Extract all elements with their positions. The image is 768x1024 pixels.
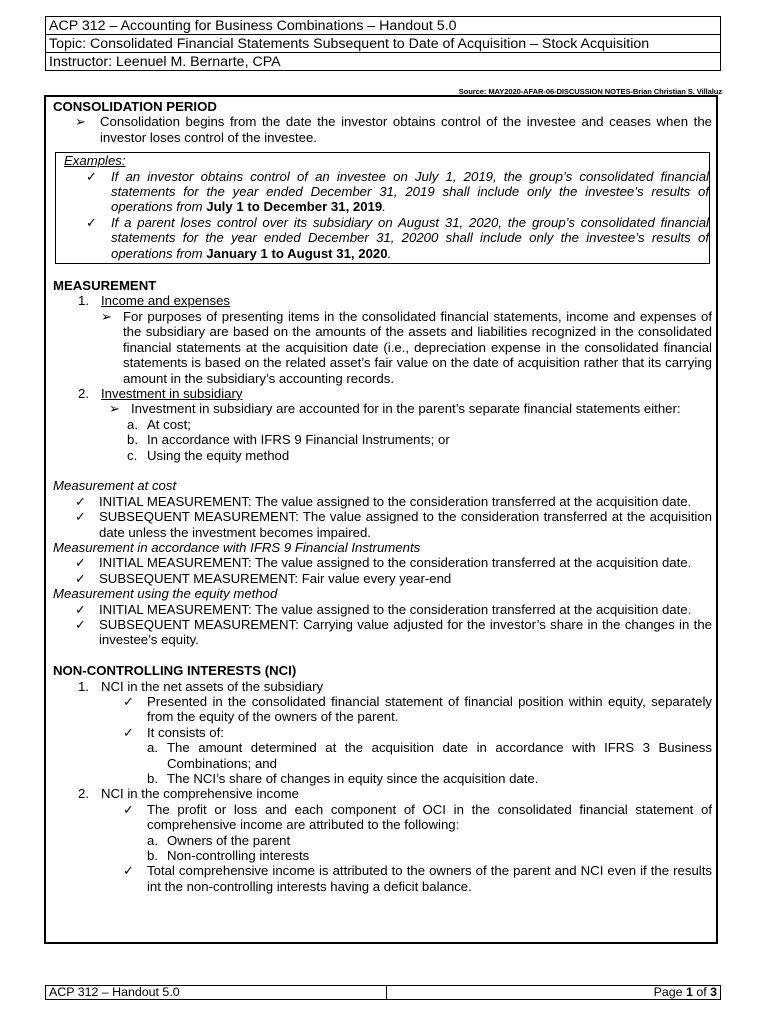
footer-course: ACP 312 – Handout 5.0 [46, 986, 387, 1000]
option-c: c. Using the equity method [127, 447, 290, 463]
page-number: Page 1 of 3 [387, 986, 721, 1000]
ifrs-subheading: Measurement in accordance with IFRS 9 Financial Instruments [53, 539, 421, 555]
examples-box [55, 152, 710, 264]
nci-item-2-attributed: ✓ The profit or loss and each component of OCI in the consolidated financial statement of comprehensive income are attributed to the following: [123, 801, 712, 833]
header-table [45, 16, 721, 71]
nci-item-2: 2. NCI in the comprehensive income [78, 786, 299, 802]
check-icon: ✓ [75, 601, 87, 617]
nci-item-1-b: b. The NCI’s share of changes in equity since the acquisition date. [147, 771, 539, 787]
ifrs-subsequent: ✓ SUBSEQUENT MEASUREMENT: Fair value every year-end [75, 570, 452, 586]
arrow-bullet-icon: ➢ [101, 308, 113, 324]
cost-subheading: Measurement at cost [53, 478, 177, 494]
nci-item-1-presented: ✓ Presented in the consolidated financial statement of financial position within equity, separately from the equity of the owners of the parent. [123, 694, 712, 725]
check-icon: ✓ [123, 724, 135, 740]
instructor-line: Instructor: Leenuel M. Bernarte, CPA [46, 53, 721, 71]
nci-item-1-consists: ✓ It consists of: [123, 724, 224, 740]
footer-table [45, 985, 721, 1000]
equity-subheading: Measurement using the equity method [53, 586, 278, 602]
example-2: ✓ If a parent loses control over its subsidiary on August 31, 2020, the group’s consolidated financial statements for the year ended December 31, 20200 shall include only the investee’s results of operations from January 1 to August 31, 2020. [86, 214, 709, 261]
nci-item-1-a: a. The amount determined at the acquisition date in accordance with IFRS 3 Business Combinations; and [147, 740, 712, 771]
option-b: b. In accordance with IFRS 9 Financial Instruments; or [127, 432, 450, 448]
ifrs-initial: ✓ INITIAL MEASUREMENT: The value assigned to the consideration transferred at the acquisition date. [75, 555, 692, 571]
nci-item-1: 1. NCI in the net assets of the subsidiary [78, 678, 324, 694]
topic-line: Topic: Consolidated Financial Statements Subsequent to Date of Acquisition – Stock Acquisition [46, 35, 721, 53]
source-note: Source: MAY2020-AFAR-06-DISCUSSION NOTES-Brian Christian S. Villaluz [458, 87, 722, 96]
arrow-bullet-icon: ➢ [109, 401, 121, 417]
check-icon: ✓ [75, 493, 87, 509]
cost-subsequent: ✓ SUBSEQUENT MEASUREMENT: The value assigned to the consideration transferred at the acquisition date unless the investment becomes impaired. [75, 509, 712, 540]
check-icon: ✓ [123, 694, 135, 709]
equity-initial: ✓ INITIAL MEASUREMENT: The value assigned to the consideration transferred at the acquisition date. [75, 601, 692, 617]
nci-item-2-b: b. Non-controlling interests [147, 848, 310, 864]
check-icon: ✓ [75, 509, 87, 525]
nci-item-2-total: ✓ Total comprehensive income is attributed to the owners of the parent and NCI even if the results int the non-controlling interests having a deficit balance. [123, 863, 712, 894]
cost-initial: ✓ INITIAL MEASUREMENT: The value assigned to the consideration transferred at the acquisition date. [75, 493, 692, 509]
content-box [44, 95, 718, 944]
measurement-heading: MEASUREMENT [53, 278, 157, 294]
example-1: ✓ If an investor obtains control of an investee on July 1, 2019, the group’s consolidated financial statements for the year ended December 31, 2019 shall include only the investee’s results of operations from July 1 to December 31, 2019. [86, 168, 709, 215]
check-icon: ✓ [75, 555, 87, 571]
consolidation-heading: CONSOLIDATION PERIOD [53, 99, 217, 114]
nci-heading: NON-CONTROLLING INTERESTS (NCI) [53, 663, 297, 679]
option-a: a. At cost; [127, 416, 191, 432]
equity-subsequent: ✓ SUBSEQUENT MEASUREMENT: Carrying value adjusted for the investor’s share in the changes in the investee’s equity. [75, 616, 712, 648]
check-icon: ✓ [75, 616, 87, 632]
course-title: ACP 312 – Accounting for Business Combinations – Handout 5.0 [46, 17, 721, 35]
arrow-bullet-icon: ➢ [75, 114, 87, 130]
measurement-item-2-text: ➢ Investment in subsidiary are accounted for in the parent’s separate financial statements either: [109, 401, 681, 417]
consolidation-bullet: ➢ Consolidation begins from the date the investor obtains control of the investee and ceases when the investor loses control of the investee. [75, 114, 712, 145]
examples-label: Examples: [64, 153, 126, 169]
measurement-item-1: 1. Income and expenses [78, 293, 231, 309]
check-icon: ✓ [123, 801, 135, 817]
check-icon: ✓ [75, 570, 87, 586]
measurement-item-1-text: ➢ For purposes of presenting items in the consolidated financial statements, income and expenses of the subsidiary are based on the amounts of the assets and liabilities recognized in the consolidated financial statements at the acquisition date (i.e., depreciation expense in the consolidated financial statements is based on the related asset’s fair value on the date of acquisition rather that its carrying amount in the subsidiary’s accounting records. [101, 308, 712, 386]
nci-item-2-a: a. Owners of the parent [147, 832, 291, 848]
check-icon: ✓ [86, 168, 98, 184]
check-icon: ✓ [86, 214, 98, 230]
check-icon: ✓ [123, 863, 135, 879]
measurement-item-2: 2. Investment in subsidiary [78, 385, 243, 401]
